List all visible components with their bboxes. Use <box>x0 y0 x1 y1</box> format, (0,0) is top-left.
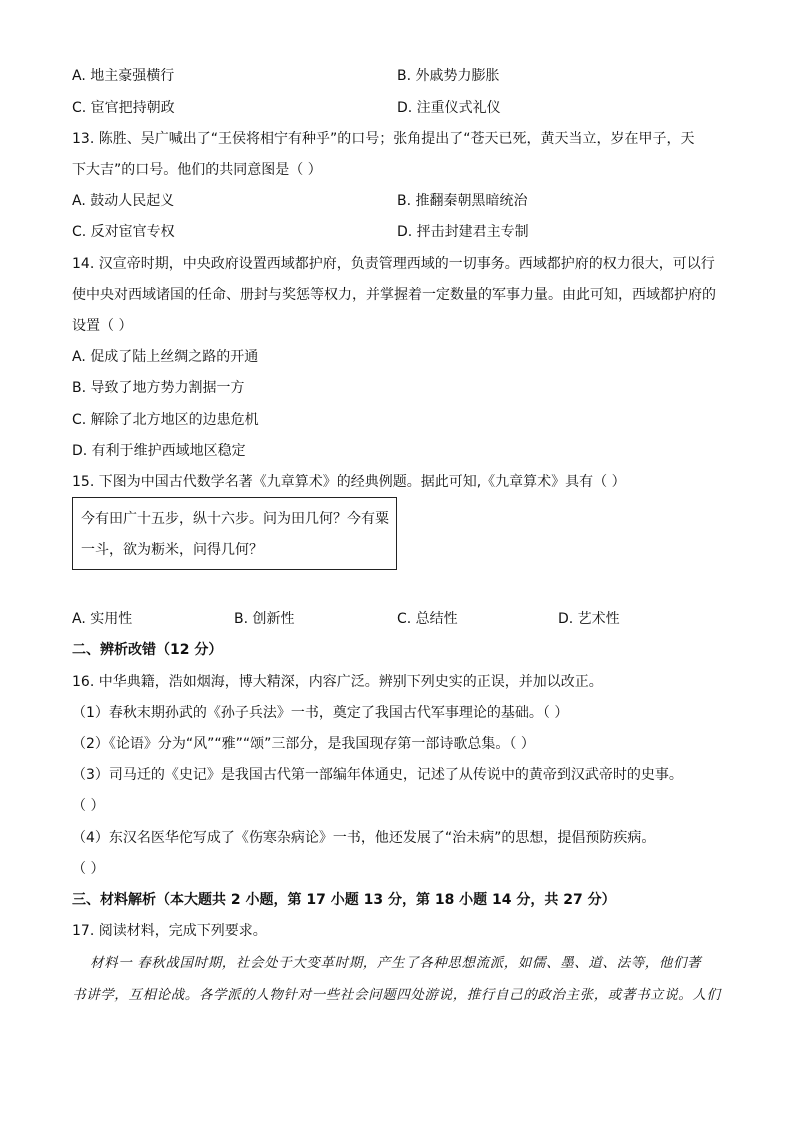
q17-material-line2: 书讲学，互相论战。各学派的人物针对一些社会问题四处游说，推行自己的政治主张，或著书立说。人们 <box>72 987 721 1003</box>
q13-stem-line1: 13. 陈胜、吴广喊出了“王侯将相宁有种乎”的口号；张角提出了“苍天已死，黄天当立，岁在甲子，天 <box>72 131 695 147</box>
q12-option-c: C. 宦官把持朝政 <box>72 100 175 116</box>
q16-item3: （3）司马迁的《史记》是我国古代第一部编年体通史，记述了从传说中的黄帝到汉武帝时的史事。 <box>72 767 683 783</box>
q15-stem: 15. 下图为中国古代数学名著《九章算术》的经典例题。据此可知,《九章算术》具有（ ） <box>72 474 626 490</box>
q16-item4-answer-paren: （ ） <box>72 861 105 877</box>
section3-heading: 三、材料解析（本大题共 2 小题，第 17 小题 13 分，第 18 小题 14 分，共 27 分） <box>72 892 616 908</box>
q15-option-a: A. 实用性 <box>72 611 133 627</box>
q13-stem-line2: 下大吉”的口号。他们的共同意图是（ ） <box>72 162 322 178</box>
section2-heading: 二、辨析改错（12 分） <box>72 642 223 658</box>
q12-option-a: A. 地主豪强横行 <box>72 68 175 84</box>
q14-stem-line3: 设置（ ） <box>72 318 133 334</box>
q16-stem: 16. 中华典籍，浩如烟海，博大精深，内容广泛。辨别下列史实的正误，并加以改正。 <box>72 674 603 690</box>
q12-option-b: B. 外戚势力膨胀 <box>397 68 500 84</box>
q13-option-b: B. 推翻秦朝黑暗统治 <box>397 193 528 209</box>
q14-option-d: D. 有利于维护西域地区稳定 <box>72 443 246 459</box>
q16-item2: （2）《论语》分为“风”“雅”“颂”三部分，是我国现存第一部诗歌总集。（ ） <box>72 736 535 752</box>
q15-option-d: D. 艺术性 <box>558 611 620 627</box>
q15-quote-box <box>72 497 397 570</box>
q14-option-a: A. 促成了陆上丝绸之路的开通 <box>72 349 259 365</box>
q17-material-line1: 材料一 春秋战国时期，社会处于大变革时期，产生了各种思想流派，如儒、墨、道、法等，他们著 <box>90 955 702 971</box>
q14-option-b: B. 导致了地方势力割据一方 <box>72 380 245 396</box>
q13-option-d: D. 抨击封建君主专制 <box>397 224 529 240</box>
q15-option-b: B. 创新性 <box>234 611 295 627</box>
q14-stem-line2: 使中央对西域诸国的任命、册封与奖惩等权力，并掌握着一定数量的军事力量。由此可知，西域都护府的 <box>72 287 716 303</box>
q16-item4: （4）东汉名医华佗写成了《伤寒杂病论》一书，他还发展了“治未病”的思想，提倡预防疾病。 <box>72 830 656 846</box>
q12-option-d: D. 注重仪式礼仪 <box>397 100 501 116</box>
q14-stem-line1: 14. 汉宣帝时期，中央政府设置西域都护府，负责管理西域的一切事务。西域都护府的权力很大，可以行 <box>72 256 715 272</box>
q16-item1: （1）春秋末期孙武的《孙子兵法》一书，奠定了我国古代军事理论的基础。（ ） <box>72 705 569 721</box>
q15-option-c: C. 总结性 <box>397 611 458 627</box>
q13-option-a: A. 鼓动人民起义 <box>72 193 175 209</box>
q14-option-c: C. 解除了北方地区的边患危机 <box>72 412 259 428</box>
q17-stem: 17. 阅读材料，完成下列要求。 <box>72 923 267 939</box>
q15-quote-line1: 今有田广十五步，纵十六步。问为田几何？今有粟 <box>81 511 389 527</box>
q16-item3-answer-paren: （ ） <box>72 798 105 814</box>
q13-option-c: C. 反对宦官专权 <box>72 224 175 240</box>
q15-quote-line2: 一斗，欲为粝米，问得几何？ <box>81 542 263 558</box>
